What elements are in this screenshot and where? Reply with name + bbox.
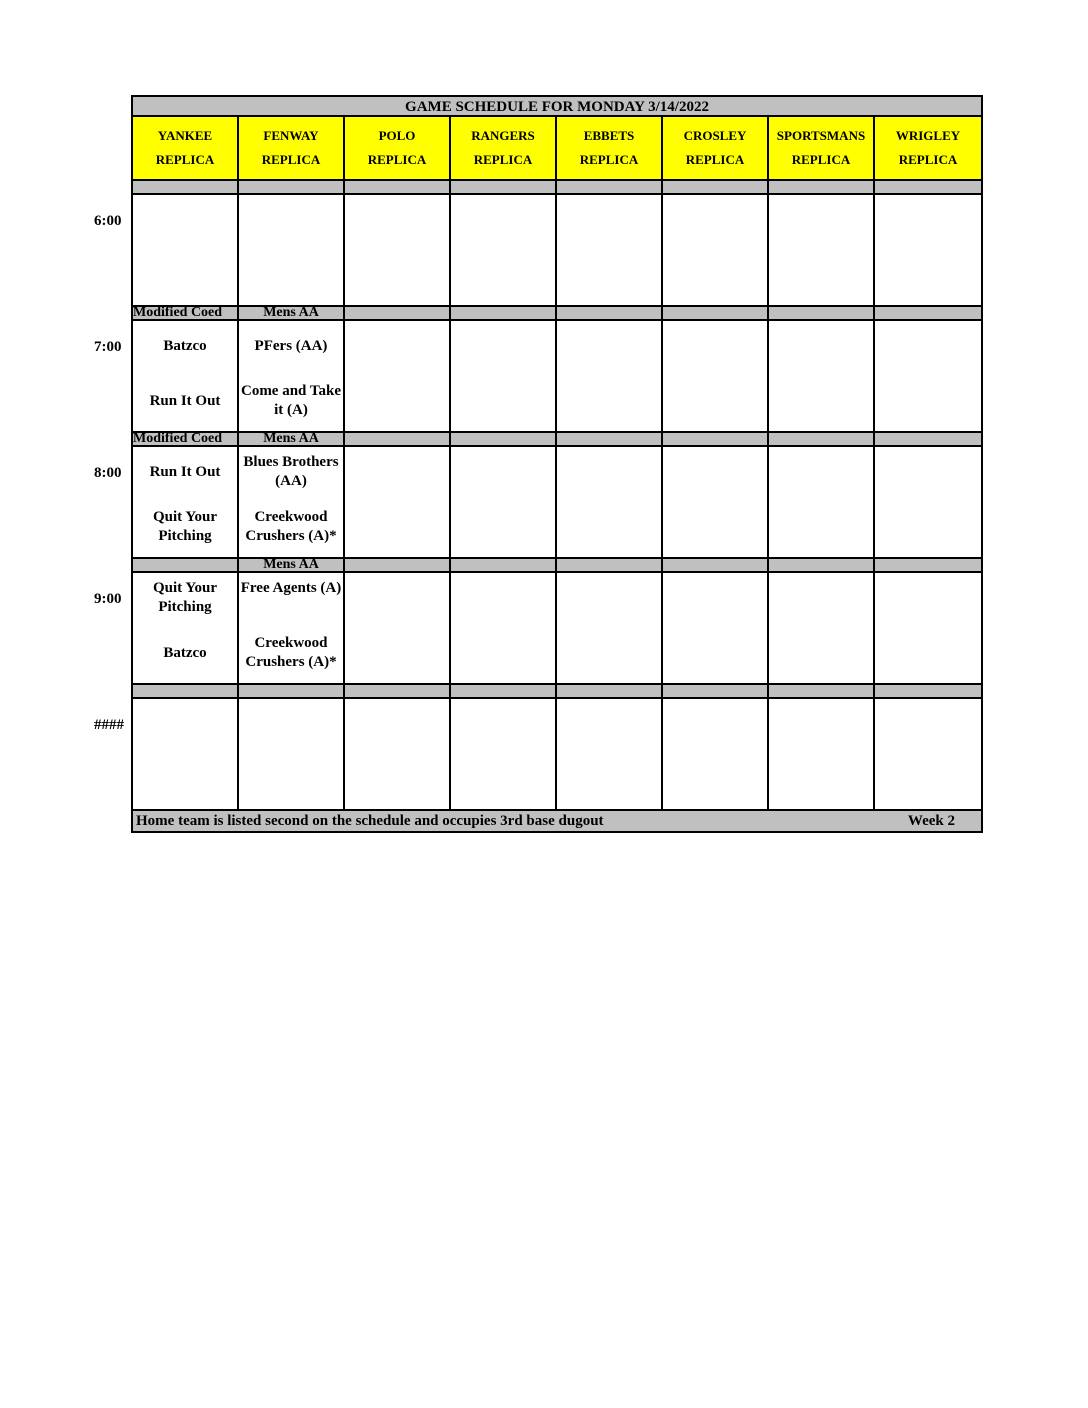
field-type: REPLICA: [155, 152, 215, 167]
schedule-sheet: [131, 95, 983, 833]
away-team: Run It Out: [149, 464, 221, 480]
division-label: [663, 685, 769, 697]
game-cell: [133, 195, 239, 305]
division-label: [345, 433, 451, 445]
game-cell: [133, 573, 239, 683]
game-cell: [133, 321, 239, 431]
away-team: Quit Your Pitching: [152, 580, 218, 615]
game-cell: [769, 699, 875, 809]
game-cell: [345, 699, 451, 809]
field-name: POLO: [378, 128, 416, 143]
field-header-row: [131, 117, 983, 179]
division-label: Mens AA: [239, 559, 345, 571]
home-team: Creekwood Crushers (A)*: [245, 635, 337, 670]
schedule-title: GAME SCHEDULE FOR MONDAY 3/14/2022: [131, 95, 983, 117]
division-label: [451, 559, 557, 571]
field-name: FENWAY: [263, 128, 319, 143]
game-cell: [239, 699, 345, 809]
game-cell: [875, 699, 981, 809]
game-cell: [663, 699, 769, 809]
division-bar: [131, 305, 983, 321]
field-type: REPLICA: [685, 152, 745, 167]
away-team: Batzco: [163, 338, 207, 354]
division-label: [345, 685, 451, 697]
division-label: [557, 685, 663, 697]
game-cell: [451, 447, 557, 557]
home-team: Come and Take it (A): [240, 383, 342, 418]
field-name: CROSLEY: [683, 128, 747, 143]
division-label: [663, 181, 769, 193]
game-cell: [875, 321, 981, 431]
field-header-yankee: [133, 117, 239, 179]
division-label: [133, 181, 239, 193]
division-label: Modified Coed: [133, 307, 239, 319]
division-label: [663, 559, 769, 571]
field-header-ebbets: [557, 117, 663, 179]
division-label: [345, 307, 451, 319]
division-label: [451, 181, 557, 193]
division-bar: [131, 431, 983, 447]
game-cell: [769, 195, 875, 305]
away-team: Free Agents (A): [240, 580, 342, 596]
field-type: REPLICA: [791, 152, 851, 167]
division-label: [769, 685, 875, 697]
game-cell: [769, 573, 875, 683]
away-team: PFers (AA): [254, 338, 328, 354]
away-team: Blues Brothers (AA): [243, 454, 339, 489]
field-header-sportsmans: [769, 117, 875, 179]
game-cell: [557, 321, 663, 431]
division-label: [663, 307, 769, 319]
field-header-polo: [345, 117, 451, 179]
division-label: [239, 181, 345, 193]
division-label: [769, 433, 875, 445]
game-cell: [345, 195, 451, 305]
game-cell: [133, 699, 239, 809]
division-label: [769, 559, 875, 571]
field-type: REPLICA: [261, 152, 321, 167]
home-team: Run It Out: [149, 393, 221, 409]
game-cell: [875, 195, 981, 305]
division-label: [875, 307, 981, 319]
game-cell: [345, 321, 451, 431]
game-cell: [345, 573, 451, 683]
game-cell: [133, 447, 239, 557]
time-label: 6:00: [94, 213, 122, 229]
schedule-footer: [131, 809, 983, 833]
time-label: 8:00: [94, 465, 122, 481]
game-cell: [239, 447, 345, 557]
division-label: Mens AA: [239, 307, 345, 319]
time-slot-row: [131, 195, 983, 305]
field-header-wrigley: [875, 117, 981, 179]
time-label: 7:00: [94, 339, 122, 355]
field-name: WRIGLEY: [895, 128, 961, 143]
time-slot-row: [131, 699, 983, 809]
field-name: RANGERS: [471, 128, 535, 143]
game-cell: [875, 573, 981, 683]
division-label: [451, 433, 557, 445]
home-team: Quit Your Pitching: [152, 509, 218, 544]
game-cell: [451, 321, 557, 431]
division-bar: [131, 683, 983, 699]
game-cell: [769, 321, 875, 431]
division-label: [557, 181, 663, 193]
game-cell: [557, 573, 663, 683]
field-name: SPORTSMANS: [776, 128, 866, 143]
division-bar: [131, 179, 983, 195]
time-slot-row: [131, 321, 983, 431]
schedule-body: [131, 179, 983, 809]
division-label: [663, 433, 769, 445]
week-label: Week 2: [907, 813, 955, 829]
field-name: EBBETS: [583, 128, 635, 143]
division-label: [239, 685, 345, 697]
division-label: [875, 685, 981, 697]
field-type: REPLICA: [367, 152, 427, 167]
game-cell: [663, 321, 769, 431]
game-cell: [663, 573, 769, 683]
division-label: [557, 559, 663, 571]
time-label: 9:00: [94, 591, 122, 607]
game-cell: [239, 573, 345, 683]
field-type: REPLICA: [473, 152, 533, 167]
division-bar: [131, 557, 983, 573]
game-cell: [239, 321, 345, 431]
division-label: [451, 307, 557, 319]
game-cell: [451, 699, 557, 809]
game-cell: [557, 699, 663, 809]
division-label: [769, 307, 875, 319]
field-header-crosley: [663, 117, 769, 179]
division-label: [345, 181, 451, 193]
division-label: Mens AA: [239, 433, 345, 445]
division-label: [875, 181, 981, 193]
home-team: Creekwood Crushers (A)*: [245, 509, 337, 544]
game-cell: [875, 447, 981, 557]
division-label: [875, 433, 981, 445]
division-label: [133, 559, 239, 571]
game-cell: [663, 195, 769, 305]
home-team: Batzco: [163, 645, 207, 661]
game-cell: [769, 447, 875, 557]
division-label: [345, 559, 451, 571]
game-cell: [345, 447, 451, 557]
game-cell: [557, 195, 663, 305]
division-label: [769, 181, 875, 193]
division-label: [557, 307, 663, 319]
time-slot-row: [131, 447, 983, 557]
home-team-note: Home team is listed second on the schedule and occupies 3rd base dugout: [136, 813, 604, 829]
division-label: [133, 685, 239, 697]
game-cell: [557, 447, 663, 557]
division-label: [557, 433, 663, 445]
game-cell: [663, 447, 769, 557]
field-header-rangers: [451, 117, 557, 179]
division-label: Modified Coed: [133, 433, 239, 445]
time-slot-row: [131, 573, 983, 683]
division-label: [451, 685, 557, 697]
field-type: REPLICA: [898, 152, 958, 167]
game-cell: [239, 195, 345, 305]
game-cell: [451, 573, 557, 683]
division-label: [875, 559, 981, 571]
field-header-fenway: [239, 117, 345, 179]
field-name: YANKEE: [157, 128, 213, 143]
field-type: REPLICA: [579, 152, 639, 167]
game-cell: [451, 195, 557, 305]
time-label: ####: [94, 717, 124, 733]
